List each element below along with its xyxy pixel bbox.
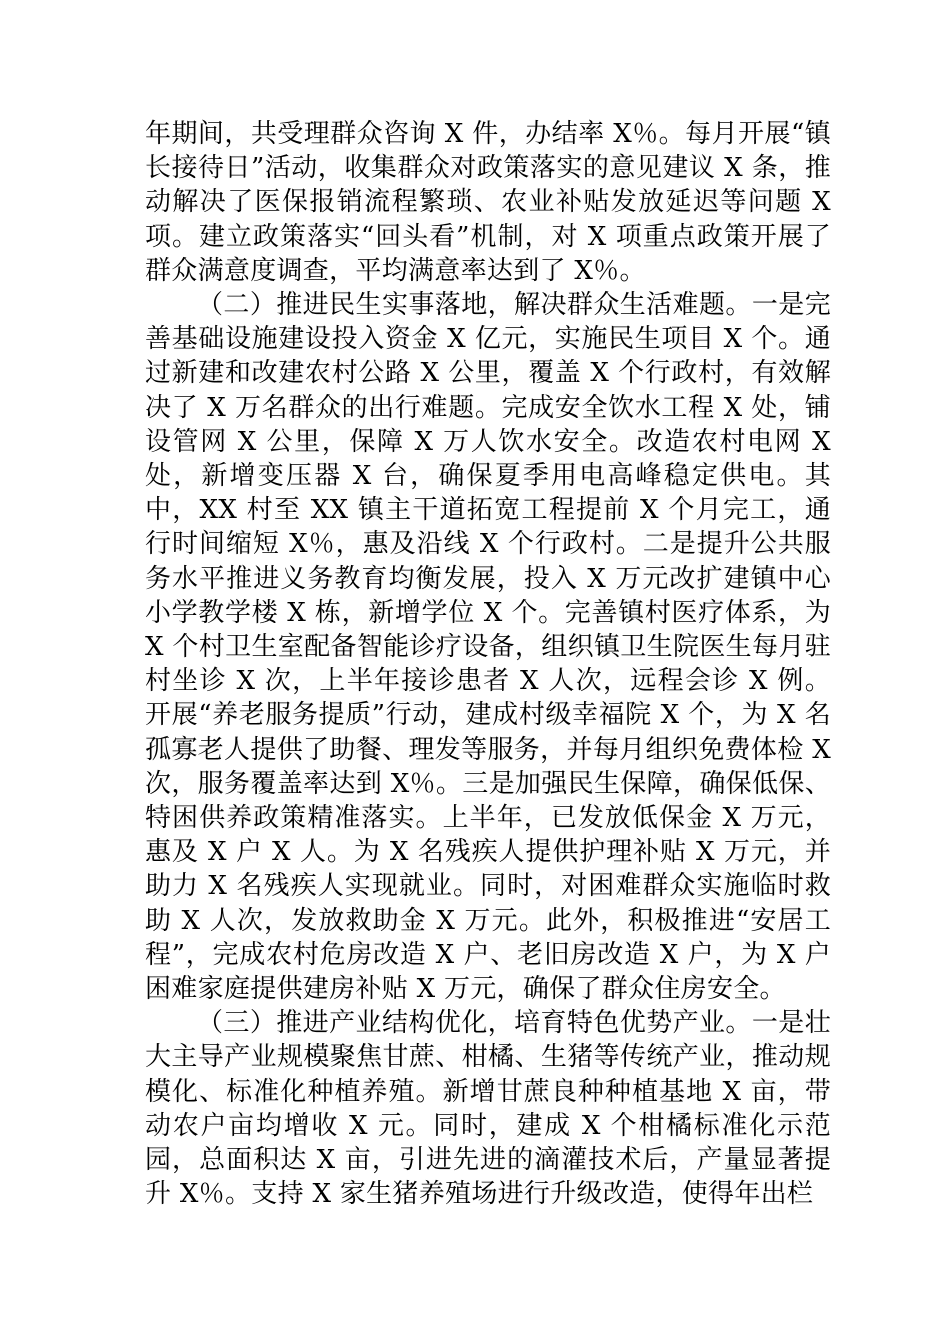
paragraph-2: （二）推进民生实事落地，解决群众生活难题。一是完善基础设施建设投入资金 X 亿元，实施民生项目 X 个。通过新建和改建农村公路 X 公里，覆盖 X 个行政村，有效解决了 X 万名群众的出行难题。完成安全饮水工程 X 处，铺设管网 X 公里，保障 X 万人饮水安全。改造农村电网 X 处，新增变压器 X 台，确保夏季用电高峰稳定供电。其中，XX 村至 XX 镇主干道拓宽工程提前 X 个月完工，通行时间缩短 X％，惠及沿线 X 个行政村。二是提升公共服务水平推进义务教育均衡发展，投入 X 万元改扩建镇中心小学教学楼 X 栋，新增学位 X 个。完善镇村医疗体系，为 X 个村卫生室配备智能诊疗设备，组织镇卫生院医生每月驻村坐诊 X 次，上半年接诊患者 X 人次，远程会诊 X 例。开展“养老服务提质”行动，建成村级幸福院 X 个，为 X 名孤寡老人提供了助餐、理发等服务，并每月组织免费体检 X 次，服务覆盖率达到 X％。三是加强民生保障，确保低保、特困供养政策精准落实。上半年，已发放低保金 X 万元，惠及 X 户 X 人。为 X 名残疾人提供护理补贴 X 万元，并助力 X 名残疾人实现就业。同时，对困难群众实施临时救助 X 人次，发放救助金 X 万元。此外，积极推进“安居工程”，完成农村危房改造 X 户、老旧房改造 X 户，为 X 户困难家庭提供建房补贴 X 万元，确保了群众住房安全。	[145, 290, 831, 1005]
paragraph-3: （三）推进产业结构优化，培育特色优势产业。一是壮大主导产业规模聚焦甘蔗、柑橘、生猪等传统产业，推动规模化、标准化种植养殖。新增甘蔗良种种植基地 X 亩，带动农户亩均增收 X 元。同时，建成 X 个柑橘标准化示范园，总面积达 X 亩，引进先进的滴灌技术后，产量显著提升 X％。支持 X 家生猪养殖场进行升级改造，使得年出栏	[145, 1008, 831, 1210]
document-page	[145, 117, 831, 1212]
paragraph-1: 年期间，共受理群众咨询 X 件，办结率 X％。每月开展“镇长接待日”活动，收集群众对政策落实的意见建议 X 条，推动解决了医保报销流程繁琐、农业补贴发放延迟等问题 X 项。建立政策落实“回头看”机制，对 X 项重点政策开展了群众满意度调查，平均满意率达到了 X％。	[145, 119, 831, 286]
